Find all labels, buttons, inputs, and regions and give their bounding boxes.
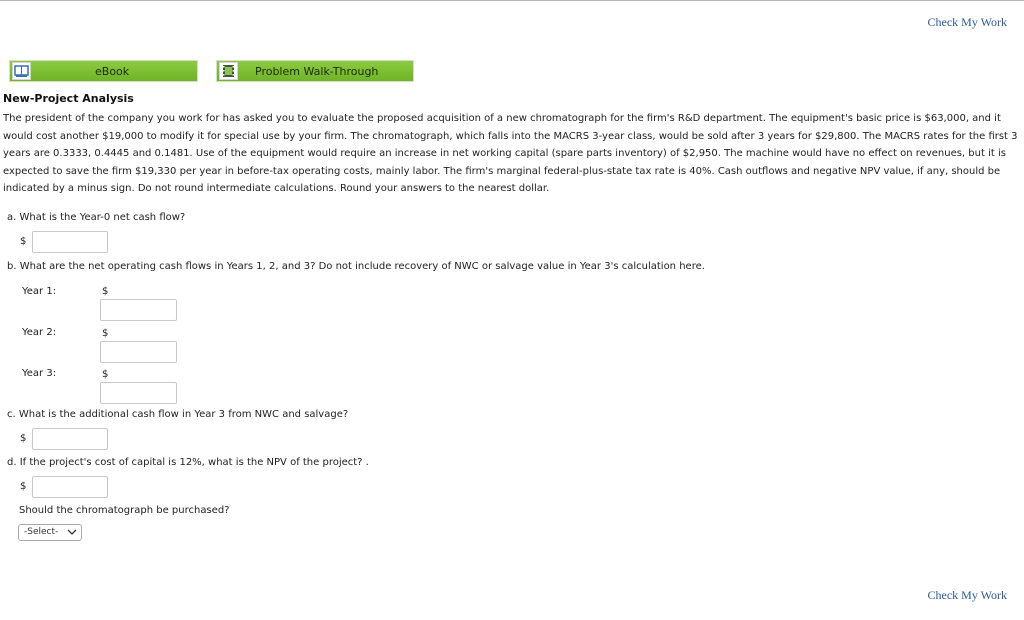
currency-symbol: $ — [20, 481, 27, 492]
year1-label: Year 1: — [22, 286, 57, 297]
year2-operating-cash-flow-input[interactable] — [100, 341, 177, 363]
purchase-decision-select[interactable] — [18, 524, 82, 541]
select-value: -Select- — [24, 527, 59, 537]
film-icon — [219, 62, 238, 80]
year2-label: Year 2: — [22, 327, 57, 338]
book-icon — [12, 62, 31, 80]
currency-symbol: $ — [20, 433, 27, 444]
check-my-work-link-top[interactable]: Check My Work — [927, 15, 1007, 29]
problem-statement: The president of the company you work for has asked you to evaluate the proposed acquisition of a new chromatograph for the firm's R&D department. The equipment's basic price is $63,000, and it would cost another $19,000 to modify it for special use by your firm. The chromatograph, which falls into the MACRS 3-year class, would be sold after 3 years for $29,800. The MACRS rates for the first 3 years are 0.3333, 0.4445 and 0.1481. Use of the equipment would require an increase in net working capital (spare parts inventory) of $2,950. The machine would have no effect on revenues, but it is expected to save the firm $19,330 per year in before-tax operating costs, mainly labor. The firm's marginal federal-plus-state tax rate is 40%. Cash outflows and negative NPV value, if any, should be indicated by a minus sign. Do not round intermediate calculations. Round your answers to the nearest dollar. — [3, 113, 1018, 195]
npv-input[interactable] — [32, 476, 108, 498]
ebook-tab[interactable] — [9, 60, 198, 82]
walkthrough-tab-label: Problem Walk-Through — [255, 65, 379, 78]
year1-operating-cash-flow-input[interactable] — [100, 299, 177, 321]
year3-operating-cash-flow-input[interactable] — [100, 382, 177, 404]
chevron-down-icon — [67, 526, 77, 541]
ebook-tab-label: eBook — [95, 65, 130, 78]
currency-symbol: $ — [20, 236, 27, 247]
problem-title: New-Project Analysis — [3, 92, 134, 105]
year3-label: Year 3: — [22, 368, 57, 379]
question-d: d. If the project's cost of capital is 12%, what is the NPV of the project? . — [7, 457, 369, 468]
nwc-salvage-cash-flow-input[interactable] — [32, 428, 108, 450]
question-a: a. What is the Year-0 net cash flow? — [7, 212, 186, 223]
problem-walkthrough-tab[interactable] — [216, 60, 414, 82]
currency-symbol: $ — [102, 328, 109, 339]
currency-symbol: $ — [102, 369, 109, 380]
question-b: b. What are the net operating cash flows in Years 1, 2, and 3? Do not include recovery of NWC or salvage value in Year 3's calculation here. — [7, 261, 705, 272]
question-c: c. What is the additional cash flow in Year 3 from NWC and salvage? — [7, 409, 349, 420]
top-divider — [0, 0, 1024, 1]
check-my-work-link-bottom[interactable]: Check My Work — [927, 588, 1007, 602]
currency-symbol: $ — [102, 286, 109, 297]
year0-cash-flow-input[interactable] — [32, 231, 108, 253]
purchase-question: Should the chromatograph be purchased? — [19, 505, 230, 516]
